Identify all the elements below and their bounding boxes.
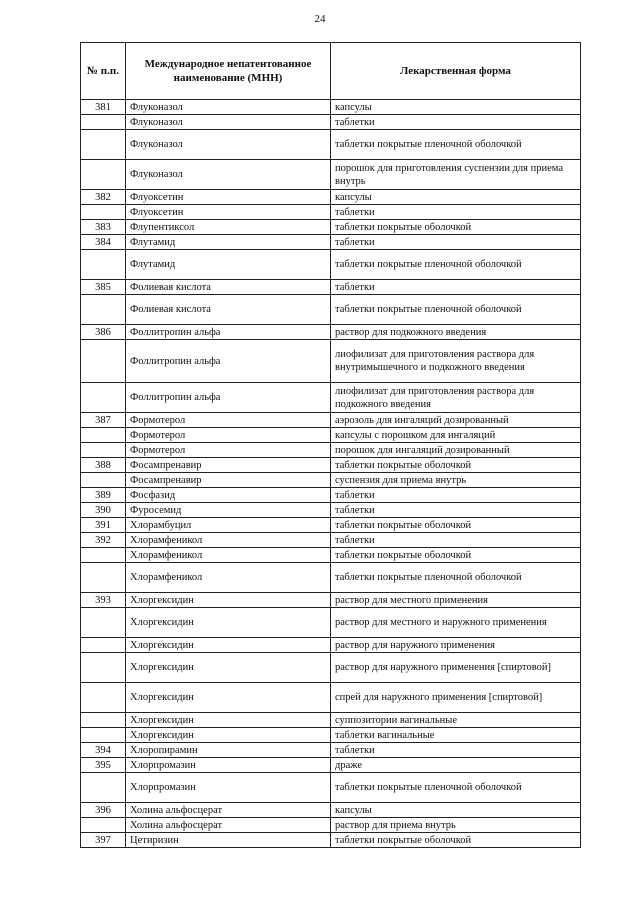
- cell-form: таблетки: [331, 533, 581, 548]
- cell-name: Хлоргексидин: [126, 683, 331, 713]
- cell-form: лиофилизат для приготовления раствора для подкожного введения: [331, 383, 581, 413]
- cell-num: 397: [81, 833, 126, 848]
- cell-form: таблетки покрытые пленочной оболочкой: [331, 130, 581, 160]
- cell-form: капсулы: [331, 100, 581, 115]
- table-row: [81, 683, 581, 713]
- cell-form: таблетки: [331, 280, 581, 295]
- cell-form: раствор для приема внутрь: [331, 818, 581, 833]
- table-row: [81, 325, 581, 340]
- cell-name: Флуконазол: [126, 115, 331, 130]
- cell-form: лиофилизат для приготовления раствора для внутримышечного и подкожного введения: [331, 340, 581, 383]
- cell-form: таблетки: [331, 115, 581, 130]
- table-row: [81, 608, 581, 638]
- table-row: [81, 443, 581, 458]
- cell-form: раствор для наружного применения: [331, 638, 581, 653]
- table-row: [81, 160, 581, 190]
- cell-name: Формотерол: [126, 428, 331, 443]
- cell-name: Фолиевая кислота: [126, 280, 331, 295]
- cell-form: драже: [331, 758, 581, 773]
- cell-form: раствор для подкожного введения: [331, 325, 581, 340]
- cell-num: [81, 818, 126, 833]
- cell-num: 390: [81, 503, 126, 518]
- cell-name: Хлоргексидин: [126, 713, 331, 728]
- table-row: [81, 383, 581, 413]
- table-row: [81, 653, 581, 683]
- cell-num: [81, 250, 126, 280]
- cell-form: раствор для наружного применения [спиртовой]: [331, 653, 581, 683]
- cell-num: 396: [81, 803, 126, 818]
- cell-name: Хлоргексидин: [126, 608, 331, 638]
- table-row: [81, 220, 581, 235]
- cell-name: Флупентиксол: [126, 220, 331, 235]
- table-row: [81, 533, 581, 548]
- cell-name: Холина альфосцерат: [126, 818, 331, 833]
- cell-num: 381: [81, 100, 126, 115]
- cell-form: раствор для местного и наружного применения: [331, 608, 581, 638]
- table-row: [81, 250, 581, 280]
- cell-name: Формотерол: [126, 443, 331, 458]
- table-row: [81, 428, 581, 443]
- header-name: Международное непатентованное наименование (МНН): [126, 43, 331, 100]
- cell-form: таблетки: [331, 488, 581, 503]
- cell-name: Хлоропирамин: [126, 743, 331, 758]
- cell-form: таблетки покрытые оболочкой: [331, 458, 581, 473]
- cell-num: 392: [81, 533, 126, 548]
- cell-num: 394: [81, 743, 126, 758]
- table-row: [81, 743, 581, 758]
- cell-name: Флуоксетин: [126, 205, 331, 220]
- cell-num: 391: [81, 518, 126, 533]
- cell-form: таблетки покрытые пленочной оболочкой: [331, 250, 581, 280]
- table-header-row: [81, 43, 581, 100]
- table-row: [81, 130, 581, 160]
- cell-form: суспензия для приема внутрь: [331, 473, 581, 488]
- cell-name: Фоллитропин альфа: [126, 325, 331, 340]
- cell-name: Фосампренавир: [126, 458, 331, 473]
- header-form: Лекарственная форма: [331, 43, 581, 100]
- cell-form: капсулы с порошком для ингаляций: [331, 428, 581, 443]
- cell-form: таблетки вагинальные: [331, 728, 581, 743]
- drug-table: [80, 42, 581, 848]
- cell-form: таблетки покрытые пленочной оболочкой: [331, 563, 581, 593]
- cell-num: [81, 653, 126, 683]
- cell-name: Флуконазол: [126, 160, 331, 190]
- table-row: [81, 295, 581, 325]
- cell-form: порошок для приготовления суспензии для приема внутрь: [331, 160, 581, 190]
- cell-num: [81, 115, 126, 130]
- cell-name: Хлорамфеникол: [126, 533, 331, 548]
- cell-form: таблетки: [331, 503, 581, 518]
- table-row: [81, 340, 581, 383]
- cell-num: [81, 295, 126, 325]
- cell-num: 383: [81, 220, 126, 235]
- cell-name: Хлорамфеникол: [126, 563, 331, 593]
- table-row: [81, 458, 581, 473]
- cell-num: 386: [81, 325, 126, 340]
- cell-name: Хлоргексидин: [126, 593, 331, 608]
- cell-name: Фоллитропин альфа: [126, 340, 331, 383]
- cell-form: таблетки покрытые оболочкой: [331, 518, 581, 533]
- cell-num: [81, 773, 126, 803]
- table-row: [81, 115, 581, 130]
- cell-num: 393: [81, 593, 126, 608]
- cell-form: капсулы: [331, 190, 581, 205]
- cell-num: [81, 428, 126, 443]
- cell-form: спрей для наружного применения [спиртовой]: [331, 683, 581, 713]
- cell-form: таблетки покрытые оболочкой: [331, 220, 581, 235]
- cell-name: Фосампренавир: [126, 473, 331, 488]
- cell-num: [81, 160, 126, 190]
- table-row: [81, 488, 581, 503]
- cell-name: Хлоргексидин: [126, 638, 331, 653]
- cell-form: порошок для ингаляций дозированный: [331, 443, 581, 458]
- cell-name: Флуконазол: [126, 130, 331, 160]
- table-row: [81, 833, 581, 848]
- cell-num: [81, 548, 126, 563]
- table-body: [81, 100, 581, 848]
- cell-name: Хлорамбуцил: [126, 518, 331, 533]
- table-row: [81, 638, 581, 653]
- cell-name: Формотерол: [126, 413, 331, 428]
- cell-name: Цетиризин: [126, 833, 331, 848]
- table-row: [81, 803, 581, 818]
- cell-form: таблетки покрытые пленочной оболочкой: [331, 773, 581, 803]
- cell-form: раствор для местного применения: [331, 593, 581, 608]
- cell-form: капсулы: [331, 803, 581, 818]
- table-row: [81, 235, 581, 250]
- cell-num: [81, 443, 126, 458]
- cell-name: Хлоргексидин: [126, 653, 331, 683]
- table-row: [81, 773, 581, 803]
- table-row: [81, 280, 581, 295]
- table-row: [81, 548, 581, 563]
- cell-form: таблетки покрытые пленочной оболочкой: [331, 295, 581, 325]
- cell-form: суппозитории вагинальные: [331, 713, 581, 728]
- cell-name: Хлорпромазин: [126, 758, 331, 773]
- cell-num: [81, 340, 126, 383]
- cell-num: 388: [81, 458, 126, 473]
- cell-num: 395: [81, 758, 126, 773]
- cell-num: [81, 383, 126, 413]
- cell-num: [81, 683, 126, 713]
- table-row: [81, 100, 581, 115]
- cell-num: 382: [81, 190, 126, 205]
- cell-num: 384: [81, 235, 126, 250]
- table-row: [81, 713, 581, 728]
- cell-form: таблетки покрытые оболочкой: [331, 548, 581, 563]
- cell-num: [81, 608, 126, 638]
- cell-name: Флутамид: [126, 250, 331, 280]
- table-row: [81, 413, 581, 428]
- cell-num: 387: [81, 413, 126, 428]
- table-row: [81, 758, 581, 773]
- cell-name: Флуконазол: [126, 100, 331, 115]
- cell-form: таблетки: [331, 205, 581, 220]
- table-row: [81, 190, 581, 205]
- header-num: № п.п.: [81, 43, 126, 100]
- table-row: [81, 728, 581, 743]
- cell-name: Холина альфосцерат: [126, 803, 331, 818]
- table-row: [81, 503, 581, 518]
- cell-name: Хлоргексидин: [126, 728, 331, 743]
- cell-name: Фуросемид: [126, 503, 331, 518]
- cell-num: [81, 130, 126, 160]
- cell-num: [81, 473, 126, 488]
- cell-name: Фолиевая кислота: [126, 295, 331, 325]
- table-row: [81, 818, 581, 833]
- table-row: [81, 518, 581, 533]
- cell-name: Флутамид: [126, 235, 331, 250]
- cell-name: Фоллитропин альфа: [126, 383, 331, 413]
- cell-name: Хлорпромазин: [126, 773, 331, 803]
- cell-num: 385: [81, 280, 126, 295]
- cell-form: таблетки: [331, 235, 581, 250]
- cell-num: [81, 713, 126, 728]
- cell-num: [81, 563, 126, 593]
- cell-name: Фосфазид: [126, 488, 331, 503]
- cell-form: аэрозоль для ингаляций дозированный: [331, 413, 581, 428]
- cell-form: таблетки: [331, 743, 581, 758]
- cell-num: [81, 638, 126, 653]
- cell-name: Хлорамфеникол: [126, 548, 331, 563]
- cell-num: 389: [81, 488, 126, 503]
- table-row: [81, 205, 581, 220]
- cell-form: таблетки покрытые оболочкой: [331, 833, 581, 848]
- cell-num: [81, 728, 126, 743]
- page-number: 24: [314, 13, 326, 25]
- table-row: [81, 593, 581, 608]
- table-row: [81, 563, 581, 593]
- table-row: [81, 473, 581, 488]
- cell-name: Флуоксетин: [126, 190, 331, 205]
- cell-num: [81, 205, 126, 220]
